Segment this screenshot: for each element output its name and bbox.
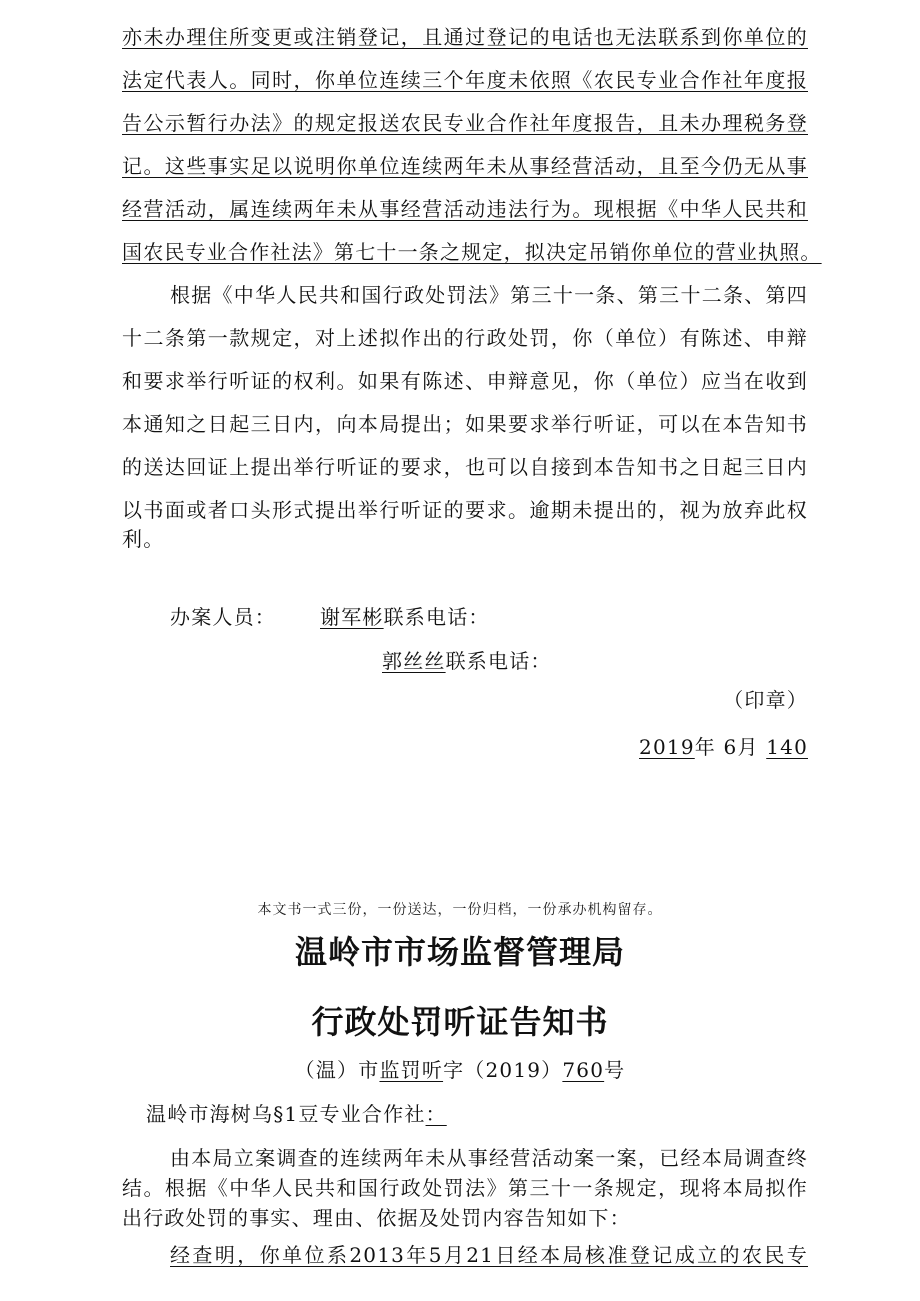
addressee-colon: ： bbox=[425, 1102, 447, 1126]
addressee bbox=[146, 1099, 808, 1129]
rights-line-3: 和要求举行听证的权利。如果有陈述、申辩意见，你（单位）应当在收到 bbox=[122, 369, 808, 393]
doc-number-suffix: 号 bbox=[604, 1058, 626, 1082]
facts-line-5: 经营活动，属连续两年未从事经营活动违法行为。现根据《中华人民共和 bbox=[122, 197, 808, 221]
doc-number-year: （2019） bbox=[464, 1058, 563, 1082]
rights-line-2: 十二条第一款规定，对上述拟作出的行政处罚，你（单位）有陈述、申辩 bbox=[122, 326, 808, 350]
doc-number-value: 760 bbox=[562, 1058, 605, 1082]
handler-2-name: 郭丝丝 bbox=[382, 649, 446, 673]
facts-line-1: 亦未办理住所变更或注销登记，且通过登记的电话也无法联系到你单位的 bbox=[122, 25, 808, 49]
doc-number-char: 字 bbox=[443, 1058, 465, 1082]
handlers-label: 办案人员： bbox=[170, 605, 276, 629]
date-year: 2019 bbox=[639, 735, 695, 759]
handler-row-1 bbox=[170, 602, 570, 632]
rights-line-7: 利。 bbox=[122, 527, 165, 551]
date-month-suffix: 月 bbox=[737, 735, 759, 759]
seal-label: （印章） bbox=[723, 688, 808, 712]
handler-1-phone-label: 联系电话： bbox=[383, 605, 490, 629]
date-day: 140 bbox=[766, 735, 808, 759]
doc-number-prefix: （温）市 bbox=[294, 1058, 380, 1082]
issue-date bbox=[122, 732, 808, 762]
facts-line-6-text: 国农民专业合作社法》第七十一条之规定，拟决定吊销你单位的营业执照。 bbox=[122, 240, 822, 264]
document-title: 行政处罚听证告知书 bbox=[311, 1003, 609, 1041]
facts-line-2: 法定代表人。同时，你单位连续三个年度未依照《农民专业合作社年度报 bbox=[122, 68, 808, 92]
copies-note: 本文书一式三份，一份送达，一份归档，一份承办机构留存。 bbox=[257, 902, 663, 918]
date-year-suffix: 年 bbox=[694, 735, 716, 759]
rights-line-5: 的送达回证上提出举行听证的要求，也可以自接到本告知书之日起三日内 bbox=[122, 455, 808, 479]
date-month: 6 bbox=[723, 735, 738, 759]
fact-line: 经查明，你单位系2013年5月21日经本局核准登记成立的农民专 bbox=[170, 1243, 808, 1267]
rights-line-6: 以书面或者口头形式提出举行听证的要求。逾期未提出的，视为放弃此权 bbox=[122, 498, 808, 522]
rights-line-1: 根据《中华人民共和国行政处罚法》第三十一条、第三十二条、第四 bbox=[170, 283, 808, 307]
intro-line-2: 结。根据《中华人民共和国行政处罚法》第三十一条规定，现将本局拟作 bbox=[122, 1176, 808, 1200]
intro-line-3: 出行政处罚的事实、理由、依据及处罚内容告知如下： bbox=[122, 1206, 631, 1230]
facts-line-4: 记。这些事实足以说明你单位连续两年未从事经营活动，且至今仍无从事 bbox=[122, 154, 808, 178]
rights-line-4: 本通知之日起三日内，向本局提出；如果要求举行听证，可以在本告知书 bbox=[122, 412, 808, 436]
document-number bbox=[0, 1055, 920, 1085]
handler-row-2 bbox=[382, 646, 682, 676]
addressee-name: 温岭市海树乌§1豆专业合作社 bbox=[146, 1102, 426, 1126]
handler-1-name: 谢军彬 bbox=[320, 605, 384, 629]
facts-line-6 bbox=[122, 237, 822, 267]
doc-number-middle: 监罚听 bbox=[379, 1058, 444, 1082]
intro-line-1: 由本局立案调查的连续两年未从事经营活动案一案，已经本局调查终 bbox=[170, 1146, 808, 1170]
facts-line-3: 告公示暂行办法》的规定报送农民专业合作社年度报告，且未办理税务登 bbox=[122, 111, 808, 135]
agency-title: 温岭市市场监督管理局 bbox=[294, 933, 625, 971]
handler-2-phone-label: 联系电话： bbox=[445, 649, 552, 673]
